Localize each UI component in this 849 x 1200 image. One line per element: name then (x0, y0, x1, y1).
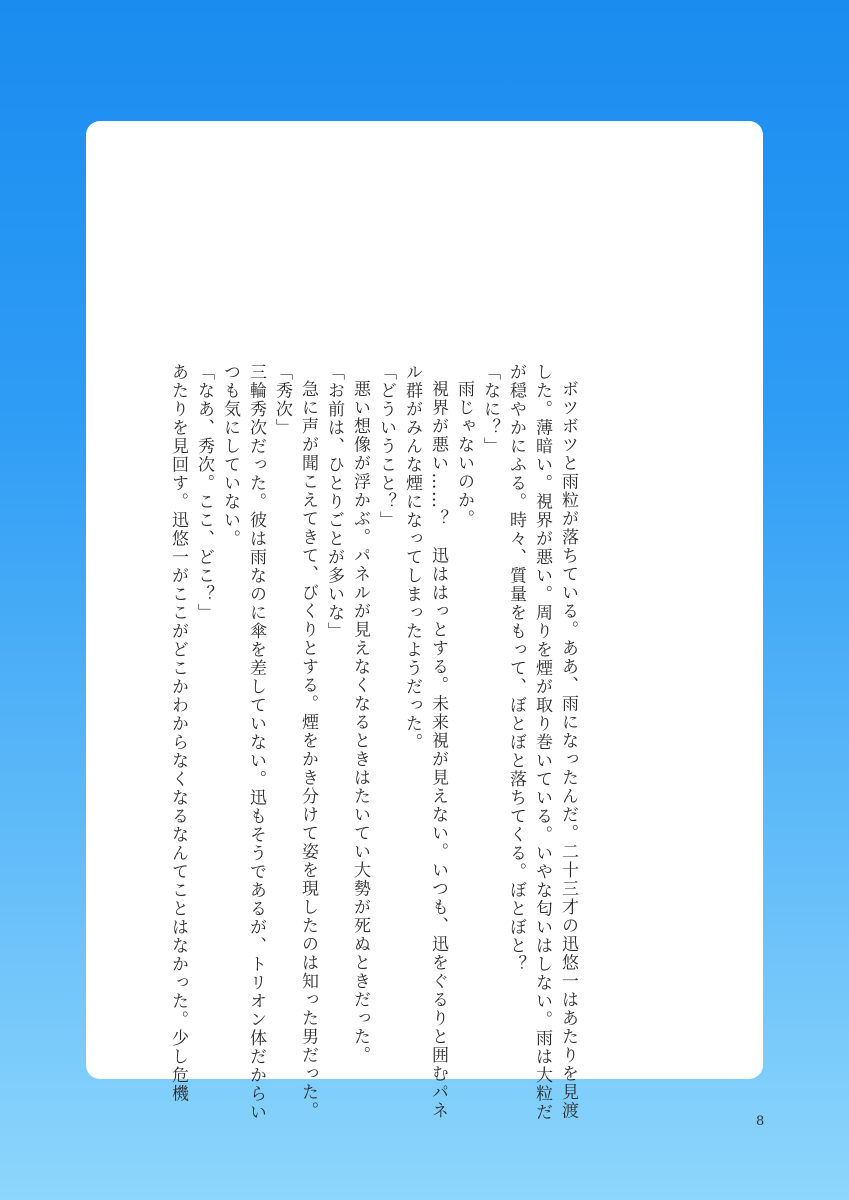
paragraph-6: 悪い想像が浮かぶ。パネルが見えなくなるときはたいてい大勢が死ぬときだった。 (350, 380, 370, 1065)
paragraph-2: 「なに？」 (480, 363, 500, 456)
paragraph-3: 雨じゃないのか。 (454, 380, 474, 528)
paragraph-7: 「お前は、ひとりごとが多いな」 (324, 363, 344, 641)
paragraph-11: 「なあ、秀次。ここ、どこ？」 (194, 363, 214, 622)
paragraph-12: あたりを見回す。迅悠一がここがどこかわからなくなるなんてことはなかった。少し危機 (168, 363, 188, 1103)
paragraph-9: 「秀次」 (272, 363, 292, 437)
paragraph-10: 三輪秀次だった。彼は雨なのに傘を差していない。迅もそうであるが、トリオン体だからいつも気にしていない。 (220, 363, 266, 1122)
page-number: 8 (756, 1114, 765, 1129)
manuscript-page (86, 121, 765, 1129)
vertical-text-body (165, 363, 581, 1123)
paragraph-4: 視界が悪い……？ 迅ははっとする。未来視が見えない。いつも、迅をぐるりと囲むパネル群がみんな煙になってしまったようだった。 (402, 363, 448, 1120)
paragraph-1: ボツボツと雨粒が落ちている。ああ、雨になったんだ。二十三才の迅悠一はあたりを見渡した。薄暗い。視界が悪い。周りを煙が取り巻いている。いやな匂いはしない。雨は大粒だが穏やかにふる。時々、質量をもって、ぼとぼと落ちてくる。ぼとぼと？ (506, 363, 578, 1122)
paragraph-5: 「どういうこと？」 (376, 363, 396, 530)
paragraph-8: 急に声が聞こえてきて、びくりとする。煙をかき分けて姿を現したのは知った男だった。 (298, 380, 318, 1120)
